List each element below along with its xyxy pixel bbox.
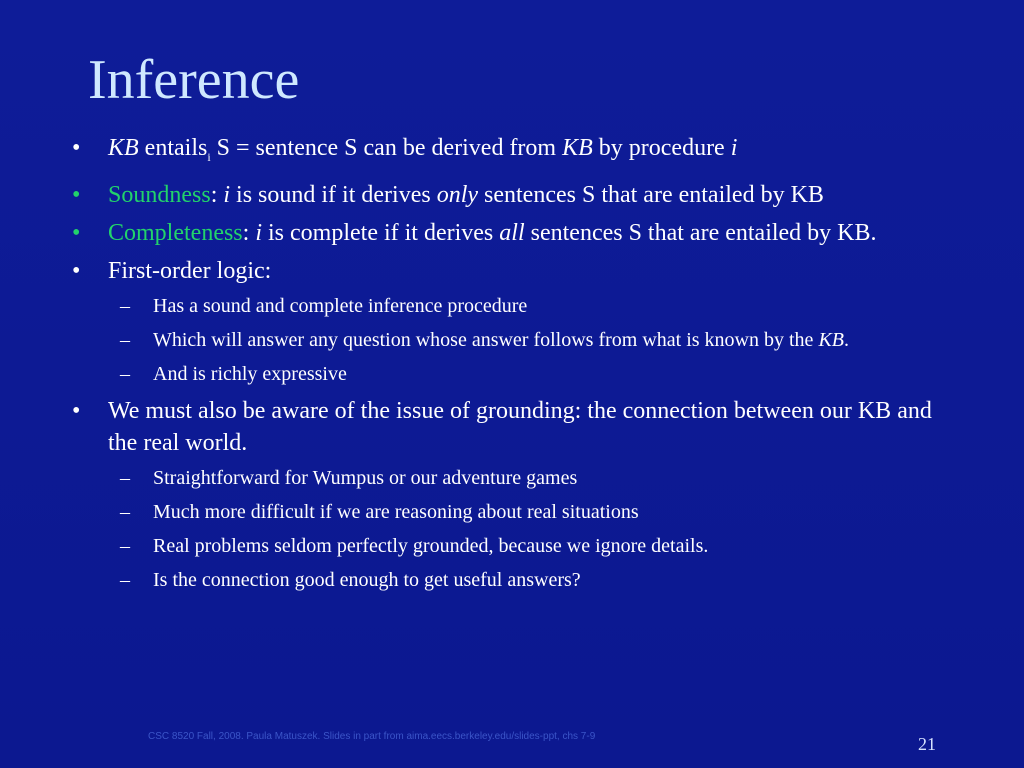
text: by procedure [592, 135, 731, 161]
completeness-term: Completeness [108, 219, 243, 246]
procedure-i: i [223, 181, 231, 208]
kb-term: KB [562, 135, 593, 161]
bullet-icon: • [72, 257, 81, 284]
dash-icon: – [120, 466, 130, 489]
bullet-kb-entails [72, 132, 952, 173]
bullet-grounding [72, 395, 952, 459]
bullet-soundness [72, 179, 952, 211]
soundness-term: Soundness [108, 181, 211, 208]
dash-icon: – [120, 534, 130, 557]
slide-title: Inference [88, 49, 300, 111]
dash-icon: – [120, 328, 130, 351]
slide-footer: CSC 8520 Fall, 2008. Paula Matuszek. Slides in part from aima.eecs.berkeley.edu/slides-ppt, chs 7-9 [148, 731, 596, 742]
sub-bullet-wumpus [72, 465, 952, 491]
text: And is richly expressive [153, 362, 347, 385]
text: We must also be aware of the issue of grounding: the connection between our KB and the real world. [108, 397, 932, 456]
procedure-i: i [255, 219, 262, 246]
page-number: 21 [918, 734, 936, 754]
sub-bullet-real-situations [72, 499, 952, 525]
text: Real problems seldom perfectly grounded, because we ignore details. [153, 534, 709, 557]
bullet-icon: • [72, 181, 81, 208]
text: sentences S that are entailed by KB. [524, 219, 877, 246]
dash-icon: – [120, 294, 130, 317]
dash-icon: – [120, 568, 130, 591]
sub-bullet-real-problems [72, 533, 952, 559]
text: Is the connection good enough to get useful answers? [153, 568, 581, 591]
text: is complete if it derives [262, 219, 500, 246]
sub-bullet-answer-questions [72, 327, 952, 353]
text: Which will answer any question whose answer follows from what is known by the [153, 328, 819, 351]
slide-content [72, 132, 952, 601]
text: Has a sound and complete inference procedure [153, 294, 528, 317]
sub-bullet-connection-good [72, 567, 952, 593]
bullet-icon: • [72, 135, 81, 161]
text: is sound if it derives [230, 181, 437, 208]
bullet-icon: • [72, 397, 81, 424]
text: Much more difficult if we are reasoning about real situations [153, 500, 639, 523]
period: . [844, 328, 849, 351]
dash-icon: – [120, 362, 130, 385]
kb-term: KB [108, 135, 139, 161]
text: sentences S that are entailed by KB [478, 181, 824, 208]
text: S = sentence S can be derived from [210, 135, 563, 161]
colon: : [242, 219, 256, 246]
all-emphasis: all [499, 219, 525, 246]
sub-bullet-expressive [72, 361, 952, 387]
only-emphasis: only [436, 181, 479, 208]
sub-bullet-sound-complete [72, 293, 952, 319]
colon: : [210, 181, 224, 208]
kb-term: KB [818, 328, 844, 351]
text: Straightforward for Wumpus or our adventure games [153, 466, 578, 489]
procedure-i: i [730, 135, 738, 161]
text: entails [138, 135, 208, 161]
dash-icon: – [120, 500, 130, 523]
bullet-first-order-logic [72, 255, 952, 287]
bullet-icon: • [72, 219, 81, 246]
subscript-i: i [207, 149, 211, 164]
bullet-completeness [72, 217, 952, 249]
text: First-order logic: [108, 257, 272, 284]
